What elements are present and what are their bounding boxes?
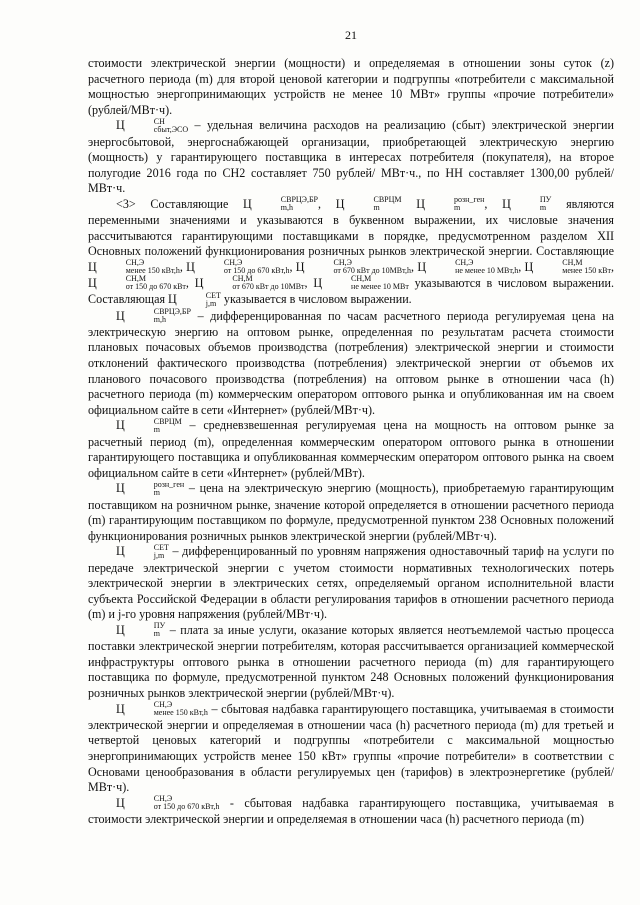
paragraph-text: – удельная величина расходов на реализацию (сбыт) электрической энергии энергосбытовой, энергоснабжающей организации, приобретающей электрическую энергию (мощность) у гарантирующего поставщика в интересах потребителя (покупателя), на второе полугодие 2016 года по СН2 составляет 750 рублей/ МВт·ч., по НН составляет 1300,00 рублей/ МВт·ч. bbox=[88, 118, 614, 196]
paragraph-text: , bbox=[610, 259, 615, 274]
symbol-indices bbox=[427, 259, 518, 275]
symbol-indices bbox=[126, 418, 182, 434]
symbol-base: Ц bbox=[116, 418, 125, 433]
symbol-indices bbox=[126, 622, 165, 638]
symbol-indices bbox=[98, 275, 186, 291]
paragraph-text: - сбытовая надбавка гарантирующего поставщика, учитываемая в стоимости электрической энергии и определяемая в отношении часа (h) расчетного периода (m) bbox=[88, 795, 614, 826]
symbol-subscript: менее 150 кВт,h bbox=[125, 266, 180, 276]
symbol-indices bbox=[196, 259, 290, 275]
symbol-superscript: СВРЦЭ,БР bbox=[153, 306, 191, 316]
symbol-subscript: m bbox=[373, 203, 380, 213]
formula-symbol bbox=[525, 260, 611, 274]
paragraph bbox=[88, 796, 614, 828]
formula-symbol bbox=[88, 276, 186, 290]
document-body bbox=[88, 56, 614, 828]
paragraph bbox=[88, 306, 614, 419]
symbol-base: Ц bbox=[116, 795, 125, 810]
formula-symbol bbox=[168, 292, 221, 306]
paragraph-text: являются переменными значениями и указываются в буквенном выражении, их числовые значения рассчитываются гарантирующими поставщиками в порядке, предусмотренном разделом XII Основных положений функционирования розничных рынков электрической энергии. Составляющие bbox=[88, 196, 615, 259]
page-number: 21 bbox=[345, 28, 357, 42]
symbol-superscript: СН,Э bbox=[153, 794, 173, 803]
paragraph-text: – дифференцированный по уровням напряжения одноставочный тариф на услуги по передаче электрической энергии с учетом стоимости нормативных технологических потерь электрической энергии в электрических сетях, определяемый органом исполнительной власти субъекта Российской Федерации в области регулирования тарифов в отношении расчетного периода (m) и j-го уровня напряжения (рублей/МВт·ч). bbox=[88, 544, 614, 622]
symbol-superscript: СВРЦМ bbox=[153, 416, 182, 426]
symbol-superscript: ПУ bbox=[153, 621, 166, 631]
symbol-base: Ц bbox=[116, 481, 125, 496]
symbol-superscript: СН,Э bbox=[223, 258, 243, 268]
paragraph-text: – средневзвешенная регулируемая цена на мощность на оптовом рынке за расчетный период (m), определенная коммерческим оператором оптового рынка в отношении гарантирующего поставщика и опубликованная коммерческим оператором оптового рынка на своем официальном сайте в сети «Интернет» (рублей/МВт). bbox=[88, 418, 614, 480]
paragraph bbox=[88, 481, 614, 544]
symbol-superscript: розн_ген bbox=[153, 479, 185, 489]
formula-symbol bbox=[88, 260, 180, 274]
symbol-subscript: m bbox=[539, 203, 547, 213]
symbol-base: Ц bbox=[116, 701, 125, 716]
paragraph bbox=[88, 56, 614, 118]
formula-symbol bbox=[116, 306, 191, 324]
paragraph-text: , bbox=[185, 276, 195, 291]
symbol-superscript: СН bbox=[153, 116, 165, 126]
symbol-indices bbox=[346, 196, 402, 212]
symbol-subscript: j,m bbox=[153, 550, 165, 560]
symbol-superscript: СН,М bbox=[351, 274, 372, 284]
symbol-subscript: m bbox=[153, 629, 160, 639]
symbol-indices bbox=[534, 259, 611, 275]
symbol-base: Ц bbox=[194, 276, 204, 291]
formula-symbol bbox=[243, 197, 318, 211]
paragraph bbox=[88, 544, 614, 623]
symbol-indices bbox=[126, 118, 188, 134]
symbol-superscript: СН,М bbox=[125, 274, 146, 284]
symbol-base: Ц bbox=[116, 308, 125, 323]
symbol-subscript: m bbox=[153, 487, 160, 497]
symbol-base: Ц bbox=[243, 196, 252, 211]
symbol-base: Ц bbox=[295, 259, 305, 274]
symbol-indices bbox=[126, 308, 191, 324]
formula-symbol bbox=[116, 623, 165, 637]
paragraph-text: стоимости электрической энергии (мощности) и определяемая в отношении зоны суток (z) расчетного периода (m) для второй ценовой категории и подгруппы «потребители с максимальной мощностью энергопринимающих устройств не менее 10 МВт» группы «прочие потребители» (рублей/МВт·ч). bbox=[88, 56, 614, 117]
symbol-indices bbox=[126, 481, 184, 497]
formula-symbol bbox=[186, 260, 289, 274]
paragraph-text: , bbox=[318, 196, 336, 211]
formula-symbol bbox=[116, 118, 188, 132]
symbol-superscript: СЕТ bbox=[153, 542, 169, 552]
symbol-subscript: m,h bbox=[280, 203, 294, 213]
formula-symbol bbox=[336, 197, 402, 211]
symbol-indices bbox=[512, 196, 551, 212]
symbol-subscript: сбыт,ЭСО bbox=[153, 124, 189, 134]
symbol-base: Ц bbox=[524, 259, 534, 274]
symbol-superscript: розн_ген bbox=[453, 195, 485, 205]
formula-symbol bbox=[417, 260, 518, 274]
symbol-base: Ц bbox=[88, 276, 97, 291]
symbol-superscript: СН,М bbox=[562, 258, 583, 268]
symbol-superscript: СН,Э bbox=[333, 258, 352, 268]
formula-symbol bbox=[116, 544, 169, 558]
symbol-superscript: СВРЦЭ,БР bbox=[280, 195, 319, 205]
paragraph-text: , bbox=[518, 259, 525, 274]
symbol-subscript: от 150 до 670 кВт bbox=[125, 282, 186, 292]
symbol-superscript: СН,М bbox=[232, 274, 253, 284]
symbol-subscript: m bbox=[153, 424, 160, 434]
symbol-base: Ц bbox=[416, 196, 425, 211]
symbol-superscript: СН,Э bbox=[455, 258, 474, 268]
symbol-superscript: СН,Э bbox=[153, 699, 173, 709]
symbol-base: Ц bbox=[313, 276, 323, 291]
formula-symbol bbox=[116, 418, 182, 432]
formula-symbol bbox=[502, 197, 551, 211]
symbol-subscript: менее 150 кВт bbox=[562, 266, 611, 276]
paragraph-text: , bbox=[411, 259, 418, 274]
paragraph-text bbox=[402, 197, 417, 211]
symbol-subscript: m bbox=[453, 203, 461, 213]
paragraph-text: , bbox=[179, 259, 187, 274]
symbol-indices bbox=[253, 196, 318, 212]
paragraph-text: указывается в числовом выражении. bbox=[220, 292, 412, 307]
symbol-base: Ц bbox=[116, 544, 125, 559]
symbol-base: Ц bbox=[502, 196, 511, 211]
formula-symbol bbox=[296, 260, 411, 274]
symbol-indices bbox=[126, 795, 220, 811]
symbol-subscript: m,h bbox=[153, 314, 166, 324]
symbol-subscript: от 670 кВт до 10МВт bbox=[232, 282, 305, 292]
symbol-base: Ц bbox=[88, 259, 97, 274]
paragraph-text: – плата за иные услуги, оказание которых является неотъемлемой частью процесса поставки электрической энергии потребителям, которая рассчитывается организацией коммерческой инфраструктуры оптового рынка в отношении расчетного периода (m) для гарантирующего поставщика по формуле, предусмотренной пунктом 248 Основных положений функционирования розничных рынков электрической энергии (рублей/МВт·ч). bbox=[88, 623, 614, 700]
symbol-indices bbox=[323, 275, 409, 291]
symbol-subscript: от 150 до 670 кВт,h bbox=[153, 802, 220, 811]
symbol-superscript: СН,Э bbox=[125, 258, 145, 268]
paragraph-text: – сбытовая надбавка гарантирующего поставщика, учитываемая в стоимости электрической энергии и определяемая в отношении часа (h) расчетного периода (m) для третьей и четвертой ценовых категорий и подгруппы «потребители с максимальной мощностью энергопринимающих устройств менее 150 кВт» группы «прочие потребители» в соответствии с Основами ценообразования в области регулируемых цен (тарифов) в электроэнергетике (рублей/МВт·ч). bbox=[88, 701, 614, 795]
formula-symbol bbox=[116, 796, 219, 810]
symbol-superscript: СЕТ bbox=[205, 290, 221, 300]
paragraph-text: , bbox=[484, 196, 503, 211]
symbol-indices bbox=[306, 259, 412, 275]
paragraph bbox=[88, 197, 614, 309]
formula-symbol bbox=[195, 276, 305, 290]
symbol-indices bbox=[126, 701, 208, 717]
symbol-base: Ц bbox=[417, 259, 427, 274]
symbol-subscript: j,m bbox=[205, 298, 217, 308]
symbol-base: Ц bbox=[335, 196, 345, 211]
paragraph bbox=[88, 699, 614, 796]
paragraph bbox=[88, 118, 614, 197]
paragraph-text: , bbox=[289, 259, 296, 274]
formula-symbol bbox=[313, 276, 409, 290]
paragraph-text: указываются в числовом выражении. Составляющая bbox=[88, 276, 615, 307]
symbol-base: Ц bbox=[168, 292, 177, 307]
symbol-indices bbox=[178, 292, 221, 308]
symbol-indices bbox=[98, 259, 180, 275]
formula-symbol bbox=[116, 481, 184, 495]
paragraph-text: , bbox=[304, 276, 314, 291]
formula-symbol bbox=[116, 699, 208, 717]
symbol-base: Ц bbox=[186, 259, 195, 274]
paragraph-text: – дифференцированная по часам расчетного периода регулируемая цена на электрическую энергию на оптовом рынке, определенная по результатам расчета стоимости плановых почасовых объемов производства (потребления) электрической энергии и стоимости отклонений фактического производства (потребления) электрической энергии от объемов их планового почасового производства (потребления) на оптовом рынке в отношении часа (h) расчетного периода (m) коммерческим оператором оптового рынка и опубликованная им на своем официальном сайте в сети «Интернет» (рублей/МВт·ч). bbox=[88, 308, 614, 417]
symbol-base: Ц bbox=[116, 623, 125, 637]
symbol-subscript: не менее 10 МВт bbox=[351, 282, 409, 292]
symbol-subscript: от 150 до 670 кВт,h bbox=[223, 266, 290, 276]
symbol-subscript: менее 150 кВт,h bbox=[153, 707, 208, 717]
formula-symbol bbox=[416, 197, 484, 211]
paragraph bbox=[88, 418, 614, 481]
paragraph bbox=[88, 623, 614, 702]
symbol-subscript: от 670 кВт до 10МВт,h bbox=[333, 266, 412, 276]
symbol-subscript: не менее 10 МВт,h bbox=[455, 266, 519, 276]
symbol-base: Ц bbox=[116, 118, 125, 133]
symbol-superscript: СВРЦМ bbox=[373, 195, 402, 205]
symbol-indices bbox=[426, 196, 484, 212]
symbol-indices bbox=[126, 544, 169, 560]
symbol-superscript: ПУ bbox=[539, 195, 552, 205]
symbol-indices bbox=[204, 275, 304, 291]
paragraph-text: – цена на электрическую энергию (мощность), приобретаемую гарантирующим поставщиком на розничном рынке, значение которой определяется в отношении расчетного периода (m) гарантирующим поставщиком по формуле, предусмотренной пунктом 238 Основных положений функционирования розничных рынков электрической энергии (рублей/МВт·ч). bbox=[88, 481, 614, 543]
paragraph-text: <3> Составляющие bbox=[116, 196, 244, 211]
